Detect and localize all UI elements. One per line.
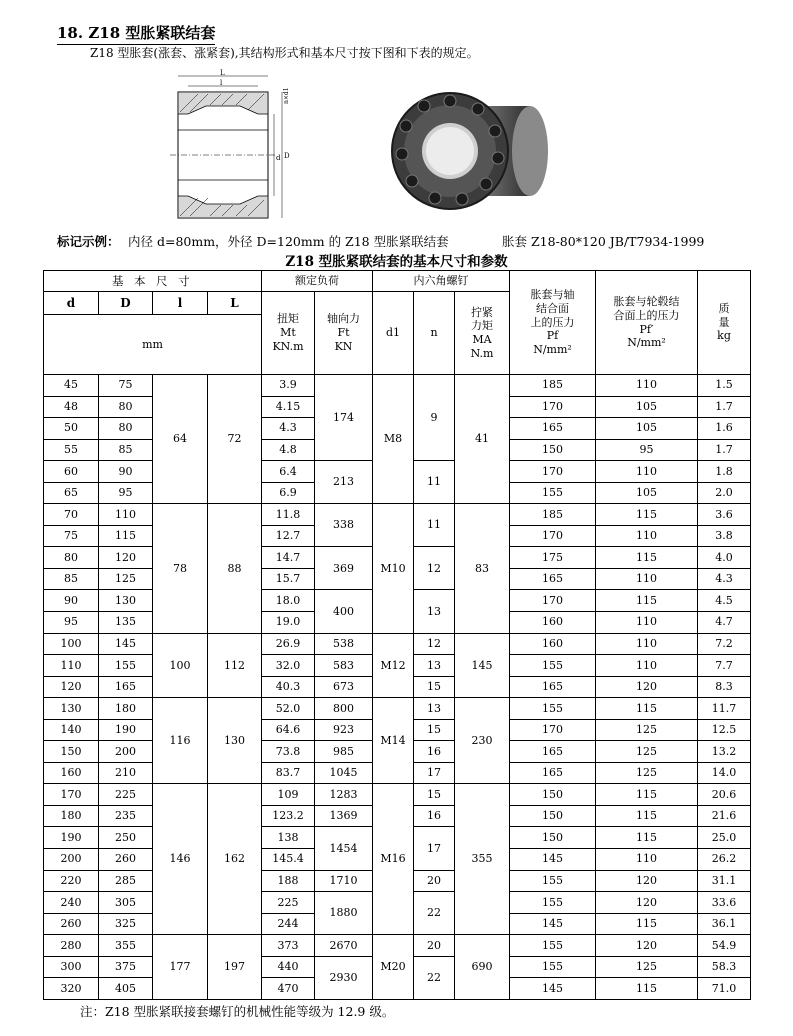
cell-MA: 41 [455,375,510,504]
header-mt-line2: Mt [280,326,296,340]
cell-mass: 3.8 [698,525,751,547]
cell-mass: 14.0 [698,762,751,784]
cell-Ft: 800 [315,698,373,720]
cell-Pf2: 125 [596,741,698,763]
cell-Mt: 73.8 [262,741,315,763]
cell-Ft: 1880 [315,892,373,935]
cell-mass: 20.6 [698,784,751,806]
cell-Mt: 4.8 [262,439,315,461]
cell-Ft: 583 [315,655,373,677]
dim-D-label: D [284,152,290,160]
cell-mass: 1.8 [698,461,751,483]
cell-D: 120 [99,547,153,569]
cell-n: 20 [414,935,455,957]
cell-n: 17 [414,827,455,870]
cell-D: 210 [99,762,153,784]
header-mt [262,292,315,375]
cell-n: 12 [414,633,455,655]
cell-n: 13 [414,698,455,720]
cell-d: 60 [44,461,99,483]
cell-Pf: 170 [510,590,596,612]
cell-n: 12 [414,547,455,590]
cell-mass: 21.6 [698,805,751,827]
cell-Pf: 155 [510,482,596,504]
cell-D: 75 [99,375,153,397]
header-ma-line4: N.m [470,346,494,360]
cell-mass: 58.3 [698,956,751,978]
spec-table [43,270,751,1000]
cell-D: 235 [99,805,153,827]
cell-n: 22 [414,956,455,999]
cell-Pf: 155 [510,698,596,720]
cell-L: 162 [208,784,262,935]
cell-Pf2: 120 [596,676,698,698]
header-pf-line2: 结合面 [536,301,570,315]
cell-d: 300 [44,956,99,978]
cell-mass: 2.0 [698,482,751,504]
cell-d: 85 [44,568,99,590]
cell-Mt: 6.9 [262,482,315,504]
cell-D: 285 [99,870,153,892]
cell-Ft: 369 [315,547,373,590]
cell-D: 190 [99,719,153,741]
cell-d: 190 [44,827,99,849]
cell-Mt: 52.0 [262,698,315,720]
cell-Mt: 40.3 [262,676,315,698]
cell-mass: 1.7 [698,396,751,418]
cell-d: 240 [44,892,99,914]
cell-mass: 12.5 [698,719,751,741]
cell-Ft: 213 [315,461,373,504]
cell-D: 80 [99,418,153,440]
header-mass-line2: 量 [718,315,730,329]
cell-Ft: 1369 [315,805,373,827]
cell-d: 65 [44,482,99,504]
cell-D: 305 [99,892,153,914]
cell-Pf2: 110 [596,525,698,547]
dim-L-label: L [220,69,225,77]
cell-d1: M12 [373,633,414,698]
cell-d1: M16 [373,784,414,935]
cell-Ft: 538 [315,633,373,655]
cell-d: 120 [44,676,99,698]
cell-d: 90 [44,590,99,612]
cell-Pf: 155 [510,870,596,892]
dim-d1-label: n×d1 [283,87,290,104]
cell-mass: 3.6 [698,504,751,526]
cell-n: 11 [414,504,455,547]
cell-Mt: 18.0 [262,590,315,612]
header-ft [315,292,373,375]
cell-Pf: 165 [510,676,596,698]
cell-Pf2: 110 [596,655,698,677]
cell-mass: 36.1 [698,913,751,935]
cell-D: 155 [99,655,153,677]
cell-d: 180 [44,805,99,827]
cell-n: 15 [414,676,455,698]
header-pf-line1: 胀套与轴 [530,288,575,302]
cell-Pf2: 115 [596,805,698,827]
cell-MA: 230 [455,698,510,784]
cell-Pf: 185 [510,375,596,397]
cell-Pf: 145 [510,849,596,871]
header-rated-load: 额定负荷 [262,271,373,292]
cell-l: 116 [153,698,208,784]
cell-Mt: 32.0 [262,655,315,677]
cell-D: 375 [99,956,153,978]
header-n: n [414,292,455,375]
intro-text: Z18 型胀套(涨套、涨紧套),其结构形式和基本尺寸按下图和下表的规定。 [90,46,479,60]
cell-Mt: 6.4 [262,461,315,483]
header-pf-line3: 上的压力 [530,315,575,329]
cell-mass: 31.1 [698,870,751,892]
cell-D: 135 [99,612,153,634]
cell-n: 11 [414,461,455,504]
cell-d: 50 [44,418,99,440]
header-pf2-line3: Pf′ [639,322,654,336]
cell-Mt: 440 [262,956,315,978]
cell-D: 405 [99,978,153,1000]
cell-Ft: 400 [315,590,373,633]
cell-Mt: 188 [262,870,315,892]
cell-Pf2: 110 [596,568,698,590]
cell-d: 170 [44,784,99,806]
cell-Pf2: 110 [596,612,698,634]
cell-Pf: 170 [510,461,596,483]
cell-Pf2: 125 [596,762,698,784]
cell-Pf2: 110 [596,849,698,871]
cell-Mt: 225 [262,892,315,914]
cell-Pf2: 115 [596,978,698,1000]
cell-Pf: 150 [510,439,596,461]
cell-d: 80 [44,547,99,569]
cell-d: 75 [44,525,99,547]
cell-Ft: 2930 [315,956,373,999]
cell-Pf: 150 [510,827,596,849]
cell-Ft: 1454 [315,827,373,870]
cell-d: 200 [44,849,99,871]
cell-Pf2: 95 [596,439,698,461]
cell-l: 78 [153,504,208,633]
cell-Pf: 165 [510,741,596,763]
cell-Pf: 165 [510,762,596,784]
cell-d1: M14 [373,698,414,784]
cell-L: 88 [208,504,262,633]
cell-mass: 7.2 [698,633,751,655]
cell-n: 9 [414,375,455,461]
cell-Mt: 26.9 [262,633,315,655]
cell-Pf: 155 [510,956,596,978]
header-d1: d1 [373,292,414,375]
cell-Pf2: 125 [596,956,698,978]
cell-Mt: 83.7 [262,762,315,784]
cell-Pf2: 115 [596,827,698,849]
cell-Ft: 923 [315,719,373,741]
cell-Pf2: 115 [596,784,698,806]
cell-mass: 1.7 [698,439,751,461]
cell-Pf2: 115 [596,504,698,526]
cell-d: 130 [44,698,99,720]
cell-Pf: 155 [510,892,596,914]
cell-n: 16 [414,741,455,763]
cell-D: 125 [99,568,153,590]
header-pf2-line1: 胀套与轮毂结 [613,295,680,308]
cell-mass: 33.6 [698,892,751,914]
header-basic-dims: 基 本 尺 寸 [44,271,262,292]
cell-Mt: 123.2 [262,805,315,827]
cell-D: 95 [99,482,153,504]
section-heading: 18. Z18 型胀紧联结套 [57,22,215,45]
cell-d: 260 [44,913,99,935]
cell-mass: 26.2 [698,849,751,871]
cell-Ft: 338 [315,504,373,547]
header-pf-line4: Pf [546,329,559,343]
cell-Pf: 155 [510,655,596,677]
cell-Pf2: 110 [596,461,698,483]
cell-Pf2: 120 [596,892,698,914]
cell-Pf: 170 [510,525,596,547]
cell-l: 64 [153,375,208,504]
cell-D: 355 [99,935,153,957]
cell-Pf: 165 [510,568,596,590]
cell-n: 20 [414,870,455,892]
cell-d: 160 [44,762,99,784]
header-pf2 [596,271,698,375]
cell-L: 197 [208,935,262,1000]
cell-Mt: 15.7 [262,568,315,590]
cell-Pf2: 105 [596,482,698,504]
cross-section-drawing [150,68,330,228]
cell-MA: 690 [455,935,510,1000]
table-title: Z18 型胀紧联结套的基本尺寸和参数 [285,254,508,270]
marking-example-label: 标记示例： [57,234,120,249]
cell-Pf: 165 [510,418,596,440]
cell-Ft: 2670 [315,935,373,957]
header-unit-mm: mm [44,315,262,375]
cell-Pf2: 115 [596,547,698,569]
cell-Pf2: 110 [596,375,698,397]
header-pf2-line4: N/mm² [627,336,666,350]
cell-d: 55 [44,439,99,461]
cell-Pf2: 105 [596,396,698,418]
cell-mass: 1.5 [698,375,751,397]
cell-Mt: 145.4 [262,849,315,871]
cell-D: 325 [99,913,153,935]
cell-Mt: 11.8 [262,504,315,526]
cell-Ft: 174 [315,375,373,461]
cell-mass: 4.3 [698,568,751,590]
cell-D: 145 [99,633,153,655]
dim-l-label: l [220,79,223,87]
cell-d1: M8 [373,375,414,504]
cell-D: 85 [99,439,153,461]
cell-Mt: 4.15 [262,396,315,418]
cell-Mt: 3.9 [262,375,315,397]
cell-d: 70 [44,504,99,526]
cell-d: 45 [44,375,99,397]
cell-Mt: 19.0 [262,612,315,634]
header-ma-line3: MA [472,333,492,346]
table-row [44,784,751,806]
cell-n: 16 [414,805,455,827]
cell-Pf2: 115 [596,913,698,935]
cell-mass: 4.5 [698,590,751,612]
cell-Mt: 470 [262,978,315,1000]
header-mass-line3: kg [717,329,731,343]
cell-MA: 145 [455,633,510,698]
cell-L: 130 [208,698,262,784]
cell-d1: M10 [373,504,414,633]
header-ma-line1: 拧紧 [471,305,494,319]
header-mass-line1: 质 [718,301,730,315]
header-mt-line3: KN.m [272,339,304,353]
cell-mass: 4.0 [698,547,751,569]
cell-n: 15 [414,719,455,741]
cell-mass: 71.0 [698,978,751,1000]
header-L: L [208,292,262,315]
cell-D: 200 [99,741,153,763]
cell-Ft: 985 [315,741,373,763]
footnote: 注：Z18 型胀紧联接套螺钉的机械性能等级为 12.9 级。 [80,1004,395,1019]
cell-D: 250 [99,827,153,849]
cell-mass: 54.9 [698,935,751,957]
cell-D: 225 [99,784,153,806]
header-mt-line1: 扭矩 [277,312,299,326]
cell-Ft: 673 [315,676,373,698]
cell-D: 260 [99,849,153,871]
cell-Mt: 138 [262,827,315,849]
cell-Ft: 1283 [315,784,373,806]
dim-d-label: d [276,154,281,162]
cell-mass: 11.7 [698,698,751,720]
cell-n: 17 [414,762,455,784]
cell-Pf2: 115 [596,590,698,612]
product-photo [380,76,550,224]
cell-Mt: 109 [262,784,315,806]
cell-d: 320 [44,978,99,1000]
cell-Pf: 175 [510,547,596,569]
cell-Mt: 244 [262,913,315,935]
cell-D: 110 [99,504,153,526]
cell-Mt: 14.7 [262,547,315,569]
marking-example-code: 胀套 Z18-80*120 JB/T7934-1999 [502,234,705,249]
header-ma-line2: 力矩 [471,319,494,333]
cell-d: 140 [44,719,99,741]
header-ma [455,292,510,375]
table-row [44,698,751,720]
header-pf2-line2: 合面上的压力 [613,308,680,322]
cell-Pf: 170 [510,396,596,418]
cell-n: 13 [414,655,455,677]
cell-d: 95 [44,612,99,634]
cell-D: 90 [99,461,153,483]
cell-Pf: 160 [510,633,596,655]
cell-D: 115 [99,525,153,547]
cell-Mt: 4.3 [262,418,315,440]
cell-n: 22 [414,892,455,935]
cell-d1: M20 [373,935,414,1000]
header-d: d [44,292,99,315]
cell-Pf2: 120 [596,870,698,892]
cell-Pf: 145 [510,913,596,935]
cell-mass: 1.6 [698,418,751,440]
table-row [44,935,751,957]
cell-n: 15 [414,784,455,806]
cell-Pf: 155 [510,935,596,957]
cell-L: 112 [208,633,262,698]
cell-D: 180 [99,698,153,720]
cell-Mt: 12.7 [262,525,315,547]
cell-Pf: 150 [510,784,596,806]
cell-l: 146 [153,784,208,935]
cell-Ft: 1710 [315,870,373,892]
cell-Pf: 160 [510,612,596,634]
header-mass [698,271,751,375]
cell-MA: 355 [455,784,510,935]
cell-Pf2: 115 [596,698,698,720]
cell-l: 100 [153,633,208,698]
header-D: D [99,292,153,315]
header-hex-bolt: 内六角螺钉 [373,271,510,292]
table-row [44,633,751,655]
marking-example-text: 内径 d=80mm，外径 D=120mm 的 Z18 型胀紧联结套 [128,234,449,249]
header-ft-line1: 轴向力 [327,312,360,326]
cell-Mt: 64.6 [262,719,315,741]
cell-Pf: 185 [510,504,596,526]
header-l: l [153,292,208,315]
cell-D: 130 [99,590,153,612]
cell-Pf2: 110 [596,633,698,655]
cell-d: 280 [44,935,99,957]
header-pf-line5: N/mm² [533,343,572,357]
cell-Ft: 1045 [315,762,373,784]
header-pf [510,271,596,375]
header-ft-line2: Ft [337,326,350,340]
cell-Pf2: 105 [596,418,698,440]
cell-mass: 7.7 [698,655,751,677]
cell-d: 48 [44,396,99,418]
cell-Mt: 373 [262,935,315,957]
cell-MA: 83 [455,504,510,633]
cell-d: 110 [44,655,99,677]
cell-mass: 4.7 [698,612,751,634]
header-ft-line3: KN [334,339,353,353]
table-row [44,504,751,526]
cell-Pf: 170 [510,719,596,741]
cell-D: 165 [99,676,153,698]
cell-Pf2: 120 [596,935,698,957]
cell-Pf: 150 [510,805,596,827]
cell-n: 13 [414,590,455,633]
cell-Pf2: 125 [596,719,698,741]
cell-D: 80 [99,396,153,418]
cell-mass: 25.0 [698,827,751,849]
cell-l: 177 [153,935,208,1000]
cell-d: 100 [44,633,99,655]
cell-mass: 13.2 [698,741,751,763]
cell-d: 220 [44,870,99,892]
cell-L: 72 [208,375,262,504]
cell-d: 150 [44,741,99,763]
cell-mass: 8.3 [698,676,751,698]
table-row [44,375,751,397]
cell-Pf: 145 [510,978,596,1000]
